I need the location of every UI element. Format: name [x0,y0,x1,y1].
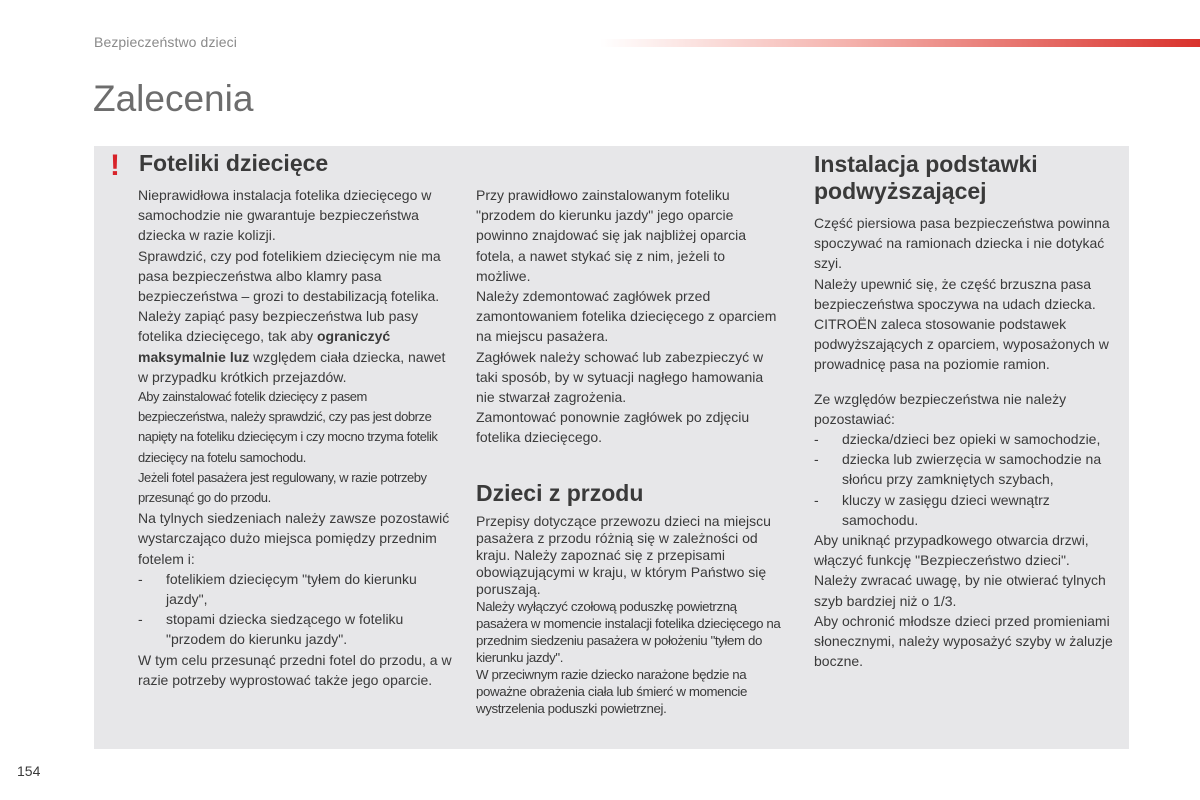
paragraph: W tym celu przesunąć przedni fotel do przodu, a w razie potrzeby wyprostować także jego oparcie. [138,651,452,688]
list-marker: - [814,491,819,508]
column-booster-seat [814,213,1119,671]
spacer [814,375,1119,389]
list-item [138,569,458,609]
paragraph: Zamontować ponownie zagłówek po zdjęciu fotelika dziecięcego. [476,409,750,446]
paragraph: Nieprawidłowa instalacja fotelika dziecięcego w samochodzie nie gwarantuje bezpieczeństwa dziecka w razie kolizji. [138,187,432,244]
paragraph: CITROËN zaleca stosowanie podstawek podwyższających z oparciem, wyposażonych w prowadnicę pasa na poziomie ramion. [814,316,1109,373]
page-number: 154 [17,763,41,779]
list-item [138,609,458,649]
paragraph: Jeżeli fotel pasażera jest regulowany, w razie potrzeby przesunąć go do przodu. [138,469,427,506]
paragraph: Sprawdzić, czy pod fotelikiem dziecięcym nie ma pasa bezpieczeństwa albo klamry pasa bezpieczeństwa – grozi to destabilizacją fotelika. [138,247,441,305]
list-item-text: dziecka/dzieci bez opieki w samochodzie, [842,431,1101,448]
paragraph: Przy prawidłowo zainstalowanym foteliku "przodem do kierunku jazdy" jego oparcie powinno znajdować się jak najbliżej oparcia fotela, a nawet stykać się z nim, jeżeli to możliwe. [476,187,747,284]
paragraph: Aby uniknąć przypadkowego otwarcia drzwi, włączyć funkcję "Bezpieczeństwo dzieci". [814,532,1089,569]
list-item-text: fotelikiem dziecięcym "tyłem do kierunku jazdy", [166,570,417,608]
paragraph: Aby zainstalować fotelik dziecięcy z pasem bezpieczeństwa, należy sprawdzić, czy pas jest dobrze napięty na foteliku dziecięcym i czy mocno trzyma fotelik dziecięcy na fotelu samochodu. [138,389,438,465]
paragraph: Na tylnych siedzeniach należy zawsze pozostawić wystarczająco dużo miejsca pomiędzy przednim fotelem i: [138,510,450,567]
heading-child-seats: Foteliki dziecięce [139,150,329,176]
list-marker: - [138,611,143,628]
paragraph: Zagłówek należy schować lub zabezpieczyć w taki sposób, by w sytuacji nagłego hamowania nie stwarzał zagrożenia. [476,348,764,406]
column-child-seats [138,185,458,690]
heading-children-front: Dzieci z przodu [476,480,644,506]
paragraph: Przepisy dotyczące przewozu dzieci na miejscu pasażera z przodu różnią się w zależności od kraju. Należy zapoznać się z przepisami obowiązującymi w kraju, w którym Państwo się poruszają. [476,513,771,597]
paragraph: Ze względów bezpieczeństwa nie należy pozostawiać: [814,390,1067,427]
emphasis-text: ograniczyć maksymalnie luz [138,328,391,365]
column-seat-installation [476,185,781,448]
list-item-text: stopami dziecka siedzącego w foteliku "przodem do kierunku jazdy". [166,611,404,648]
list-marker: - [814,451,819,468]
paragraph: W przeciwnym razie dziecko narażone będzie na poważne obrażenia ciała lub śmierć w momencie wystrzelenia poduszki powietrznej. [476,667,747,716]
paragraph: Należy upewnić się, że część brzuszna pasa bezpieczeństwa spoczywa na udach dziecka. [814,275,1096,312]
warning-icon: ! [110,149,120,182]
header-accent-bar [600,39,1200,47]
list-item [814,449,1119,489]
paragraph: Część piersiowa pasa bezpieczeństwa powinna spoczywać na ramionach dziecka i nie dotykać szyi. [814,215,1110,272]
column-children-front [476,513,781,717]
list-marker: - [138,570,143,587]
paragraph: Aby ochronić młodsze dzieci przed promieniami słonecznymi, należy wyposażyć szyby w żaluzje boczne. [814,612,1113,670]
list-item [814,490,1119,530]
paragraph [138,306,458,387]
list-item [814,429,1119,449]
paragraph: Należy zwracać uwagę, by nie otwierać tylnych szyb bardziej niż o 1/3. [814,572,1106,609]
paragraph: Należy wyłączyć czołową poduszkę powietrzną pasażera w momencie instalacji fotelika dziecięcego na przednim siedzeniu pasażera w położeniu "tyłem do kierunku jazdy". [476,599,781,665]
list-item-text: dziecka lub zwierzęcia w samochodzie na słońcu przy zamkniętych szybach, [842,451,1102,488]
list-marker: - [814,431,819,448]
heading-booster-seat: Instalacja podstawki podwyższającej [814,151,1038,204]
paragraph: Należy zdemontować zagłówek przed zamontowaniem fotelika dziecięcego z oparciem na miejscu pasażera. [476,288,777,345]
text: względem ciała dziecka, nawet w przypadku krótkich przejazdów. [138,348,446,385]
list-item-text: kluczy w zasięgu dzieci wewnątrz samochodu. [842,491,1050,528]
text: Należy zapiąć pasy bezpieczeństwa lub pasy fotelika dziecięcego, tak aby [138,308,419,345]
page-title: Zalecenia [93,78,254,119]
section-title: Bezpieczeństwo dzieci [94,34,237,50]
